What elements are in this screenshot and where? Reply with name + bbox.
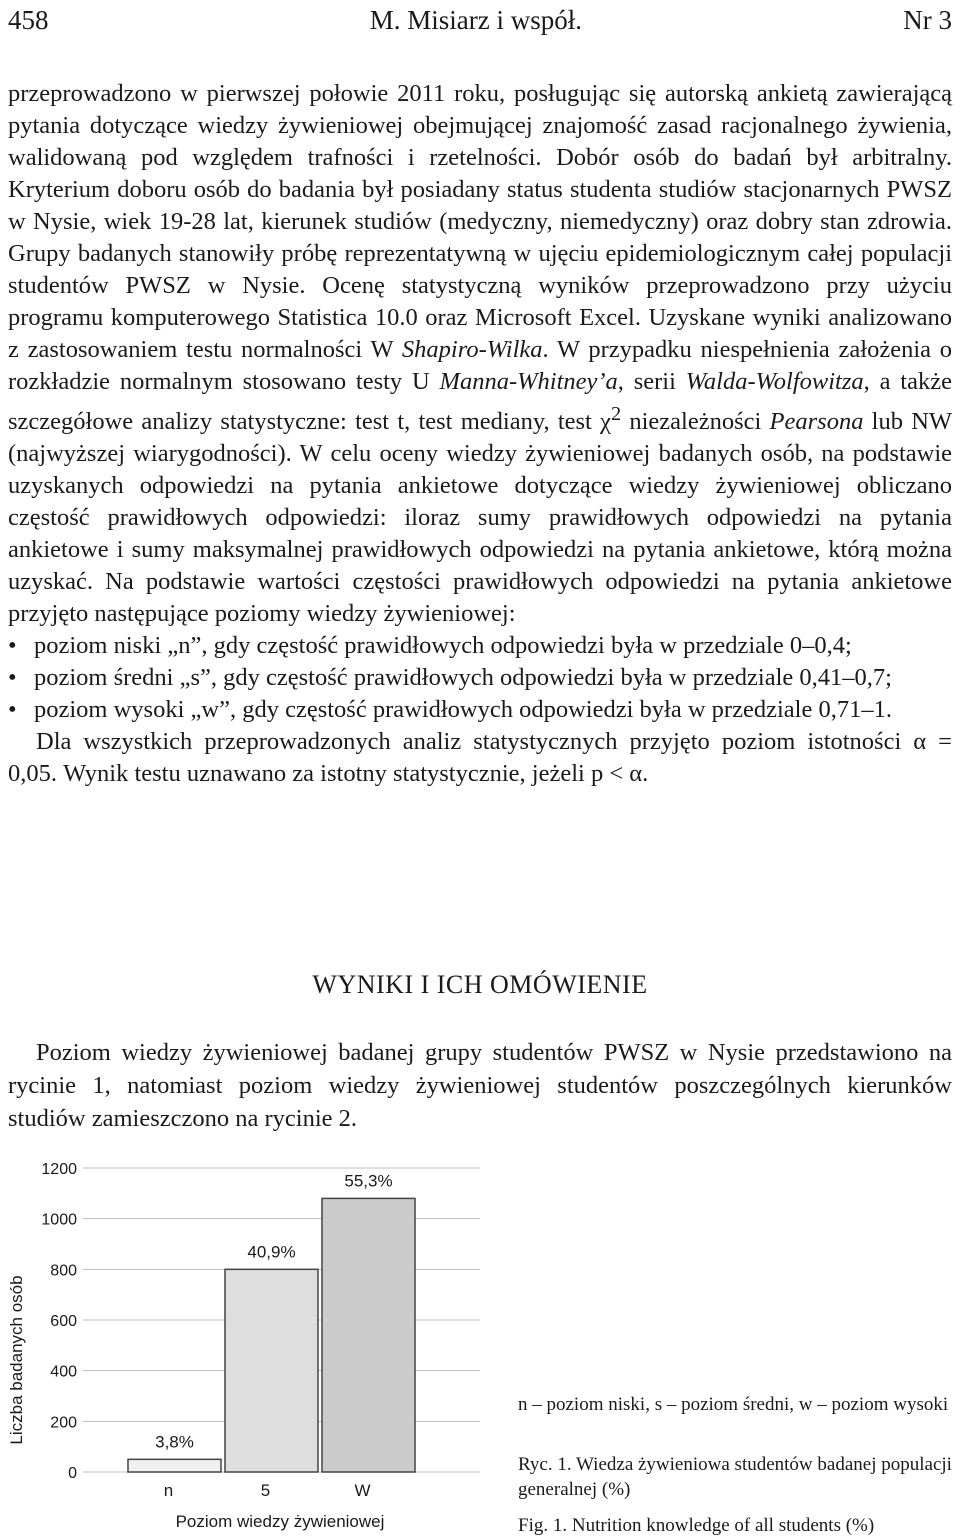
figure-caption-pl: Ryc. 1. Wiedza żywieniowa studentów badanej populacji generalnej (%) xyxy=(518,1454,952,1500)
significance-paragraph: Dla wszystkich przeprowadzonych analiz statystycznych przyjęto poziom istotności α = 0,05. Wynik testu uznawano za istotny statystycznie, jeżeli p < α. xyxy=(8,728,952,788)
y-tick-label: 600 xyxy=(50,1313,77,1330)
bullet-item-medium: • poziom średni „s”, gdy częstość prawidłowych odpowiedzi była w przedziale 0,41–0,7; xyxy=(8,662,952,694)
section-heading: WYNIKI I ICH OMÓWIENIE xyxy=(312,970,648,999)
data-label: 40,9% xyxy=(247,1242,296,1262)
y-tick-label: 200 xyxy=(50,1414,77,1432)
bullet-item-high: • poziom wysoki „w”, gdy częstość prawidłowych odpowiedzi była w przedziale 0,71–1. xyxy=(8,694,952,726)
bar-5 xyxy=(225,1269,318,1472)
y-tick-label: 1000 xyxy=(41,1211,77,1229)
issue-number: Nr 3 xyxy=(903,4,952,35)
bar-chart xyxy=(0,1150,510,1537)
y-axis-label: Liczba badanych osób xyxy=(7,1275,26,1445)
y-tick-label: 1200 xyxy=(41,1161,77,1178)
figure-caption-en: Fig. 1. Nutrition knowledge of all students (%) xyxy=(518,1515,875,1536)
y-tick-label: 400 xyxy=(50,1363,77,1381)
y-tick-label: 800 xyxy=(50,1262,77,1280)
x-axis-label: Poziom wiedzy żywieniowej xyxy=(175,1512,385,1531)
bar-n xyxy=(128,1459,221,1472)
methods-text xyxy=(8,78,952,790)
running-authors: M. Misiarz i współ. xyxy=(369,4,582,35)
x-tick-label: n xyxy=(163,1481,174,1500)
x-tick-label: W xyxy=(354,1481,371,1500)
bar-W xyxy=(322,1198,415,1472)
data-label: 3,8% xyxy=(155,1432,194,1452)
y-tick-label: 0 xyxy=(68,1465,77,1482)
methods-paragraph: przeprowadzono w pierwszej połowie 2011 roku, posługując się autorską ankietą zawierającą pytania dotyczące wiedzy żywieniowej obejmującej znajomość zasad racjonalnego żywienia, walidowaną pod względem trafności i rzetelności. Dobór osób do badań był arbitralny. Kryterium doboru osób do badania był posiadany status studenta studiów stacjonarnych PWSZ w Nysie, wiek 19-28 lat, kierunek studiów (medyczny, niemedyczny) oraz dobry stan zdrowia. Grupy badanych stanowiły próbę reprezentatywną w ujęciu epidemiologicznym całej populacji studentów PWSZ w Nysie. Ocenę statystyczną wyników przeprowadzono przy użyciu programu komputerowego Statistica 10.0 oraz Microsoft Excel. Uzyskane wyniki analizowano z zastosowaniem testu normalności W Shapiro-Wilka. W przypadku niespełnienia założenia o rozkładzie normalnym stosowano testy U Manna-Whitney’a, serii Walda-Wolfowitza, a także szczegółowe analizy statystyczne: test t, test mediany, test $\chi^2$ niezależności Pearsona lub NW (najwyższej wiarygodności). W celu oceny wiedzy żywieniowej badanych osób, na podstawie uzyskanych odpowiedzi na pytania ankietowe dotyczące wiedzy żywieniowej obliczano częstość prawidłowych odpowiedzi: iloraz sumy prawidłowych odpowiedzi na pytania ankietowe i sumy maksymalnej prawidłowych odpowiedzi na pytania ankietowe, którą można uzyskać. Na podstawie wartości częstości prawidłowych odpowiedzi na pytania ankietowe przyjęto następujące poziomy wiedzy żywieniowej: xyxy=(8,80,953,628)
data-label: 55,3% xyxy=(344,1171,393,1191)
page-header xyxy=(8,0,952,40)
bullet-item-low: • poziom niski „n”, gdy częstość prawidłowych odpowiedzi była w przedziale 0–0,4; xyxy=(8,630,952,662)
chart-legend-caption: n – poziom niski, s – poziom średni, w – poziom wysoki xyxy=(518,1394,949,1415)
results-intro: Poziom wiedzy żywieniowej badanej grupy studentów PWSZ w Nysie przedstawiono na rycinie 1, natomiast poziom wiedzy żywieniowej studentów poszczególnych kierunków studiów zamieszczono na rycinie 2. xyxy=(8,1039,952,1132)
x-tick-label: 5 xyxy=(260,1481,271,1500)
page-number: 458 xyxy=(8,4,49,35)
